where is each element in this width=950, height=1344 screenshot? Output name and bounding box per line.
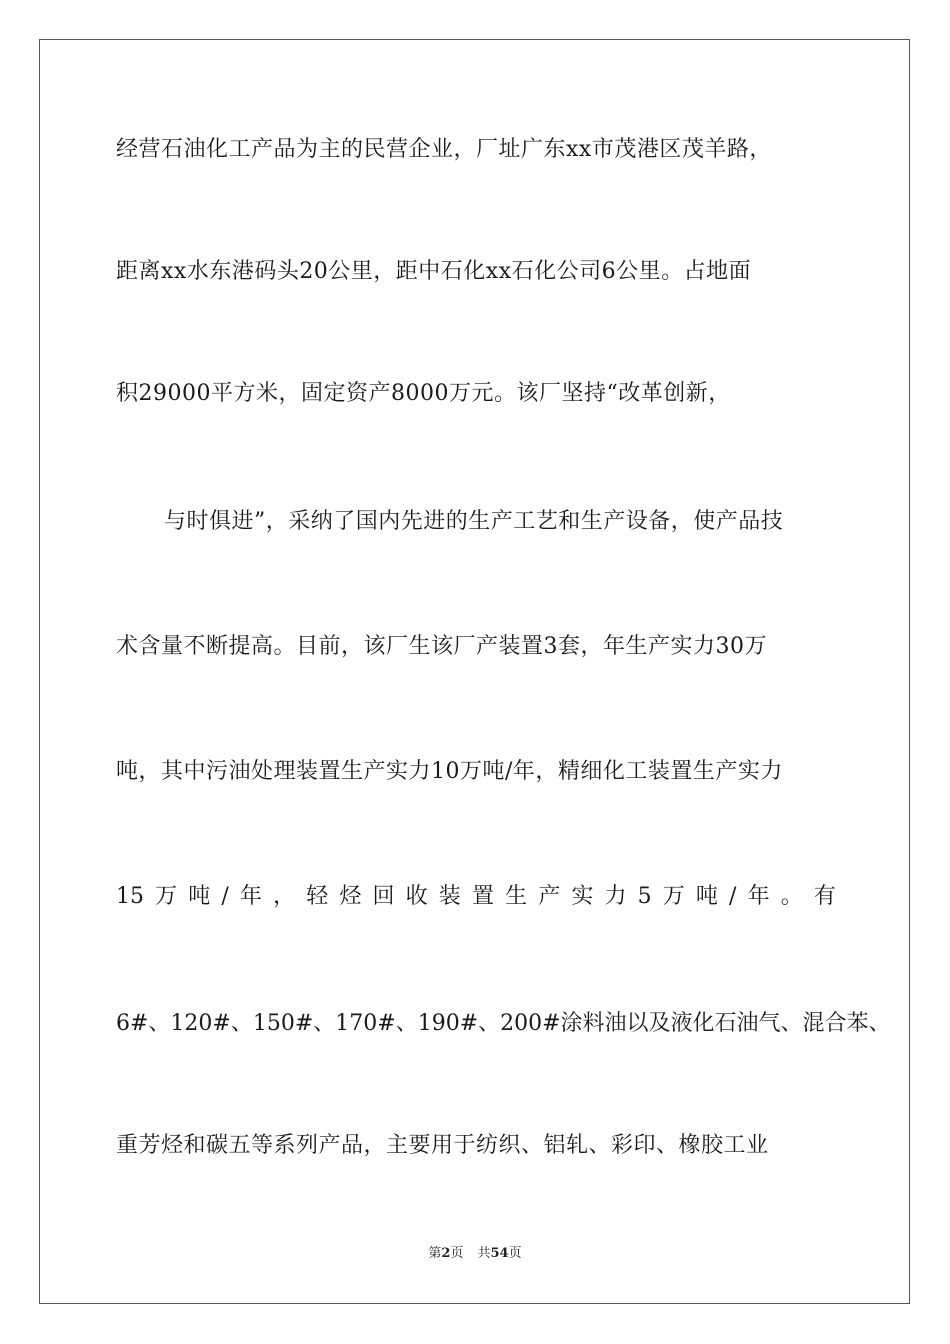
- text-token: 15: [116, 884, 144, 909]
- text-token: 万: [662, 884, 685, 909]
- page-footer: [0, 1244, 950, 1264]
- text-line-4: 与时俱进”，采纳了国内先进的生产工艺和生产设备，使产品技: [164, 509, 784, 534]
- text-token: /: [221, 884, 229, 909]
- text-token: 力: [604, 884, 627, 909]
- text-line-5: 术含量不断提高。目前，该厂生该厂产装置3套，年生产实力30万: [116, 634, 767, 659]
- text-token: 烃: [339, 884, 362, 909]
- text-token: 回: [372, 884, 395, 909]
- footer-page-suffix: 页: [450, 1246, 464, 1261]
- text-line-6: 吨，其中污油处理装置生产实力10万吨/年，精细化工装置生产实力: [116, 759, 783, 784]
- text-token: 。: [780, 884, 803, 909]
- text-line-9: 重芳烃和碳五等系列产品，主要用于纺织、铝轧、彩印、橡胶工业: [116, 1133, 769, 1158]
- text-token: 万: [155, 884, 178, 909]
- text-line-2: 距离xx水东港码头20公里，距中石化xx石化公司6公里。占地面: [116, 259, 752, 284]
- text-token: 置: [471, 884, 494, 909]
- page-border: [39, 39, 910, 1304]
- text-token: 吨: [695, 884, 718, 909]
- text-token: 吨: [188, 884, 211, 909]
- text-token: 年: [747, 884, 770, 909]
- text-token: /: [729, 884, 737, 909]
- text-line-8: 6#、120#、150#、170#、190#、200#涂料油以及液化石油气、混合苯、: [116, 1011, 891, 1036]
- text-line-1: 经营石油化工产品为主的民营企业，厂址广东xx市茂港区茂羊路，: [116, 137, 772, 162]
- text-token: 轻: [306, 884, 329, 909]
- text-token: 收: [405, 884, 428, 909]
- text-token: 实: [571, 884, 594, 909]
- current-page-number: 2: [441, 1246, 451, 1261]
- text-token: 产: [538, 884, 561, 909]
- footer-prefix: 第: [428, 1246, 442, 1261]
- text-token: 生: [505, 884, 528, 909]
- text-token: 5: [637, 884, 652, 909]
- footer-total-suffix: 页: [508, 1246, 522, 1261]
- text-token: 年: [239, 884, 262, 909]
- footer-total-prefix: 共: [477, 1246, 491, 1261]
- text-token: 装: [438, 884, 461, 909]
- text-token: 有: [813, 884, 836, 909]
- text-line-7: [116, 882, 836, 912]
- text-line-3: 积29000平方米，固定资产8000万元。该厂坚持“改革创新，: [116, 381, 731, 406]
- total-page-count: 54: [490, 1246, 509, 1261]
- text-token: ，: [273, 884, 296, 909]
